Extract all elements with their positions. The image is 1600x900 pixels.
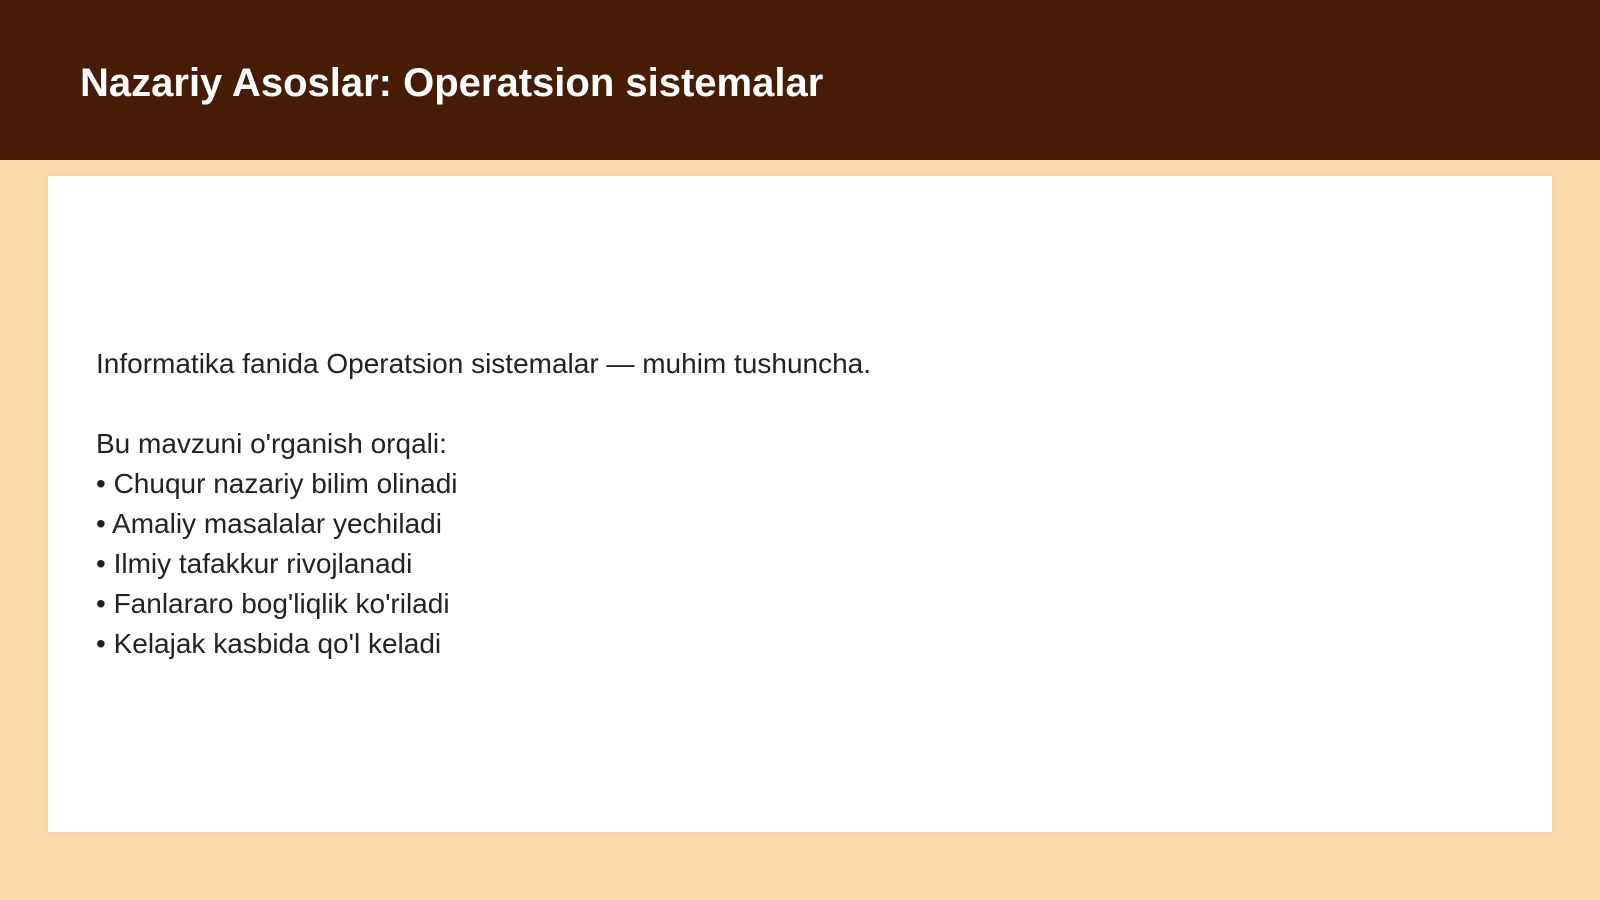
bullet-item: • Chuqur nazariy bilim olinadi: [96, 468, 458, 499]
slide-header: [0, 0, 1600, 160]
bullet-item: • Kelajak kasbida qo'l keladi: [96, 628, 442, 659]
content-card: [48, 176, 1552, 832]
intro-text: Informatika fanida Operatsion sistemalar — muhim tushuncha.: [96, 348, 872, 379]
lead-text: Bu mavzuni o'rganish orqali:: [96, 428, 447, 459]
slide-title: Nazariy Asoslar: Operatsion sistemalar: [80, 61, 824, 105]
bullet-item: • Amaliy masalalar yechiladi: [96, 508, 442, 539]
bullet-item: • Ilmiy tafakkur rivojlanadi: [96, 548, 413, 579]
bullet-list: [96, 464, 458, 664]
bullet-item: • Fanlararo bog'liqlik ko'riladi: [96, 588, 450, 619]
